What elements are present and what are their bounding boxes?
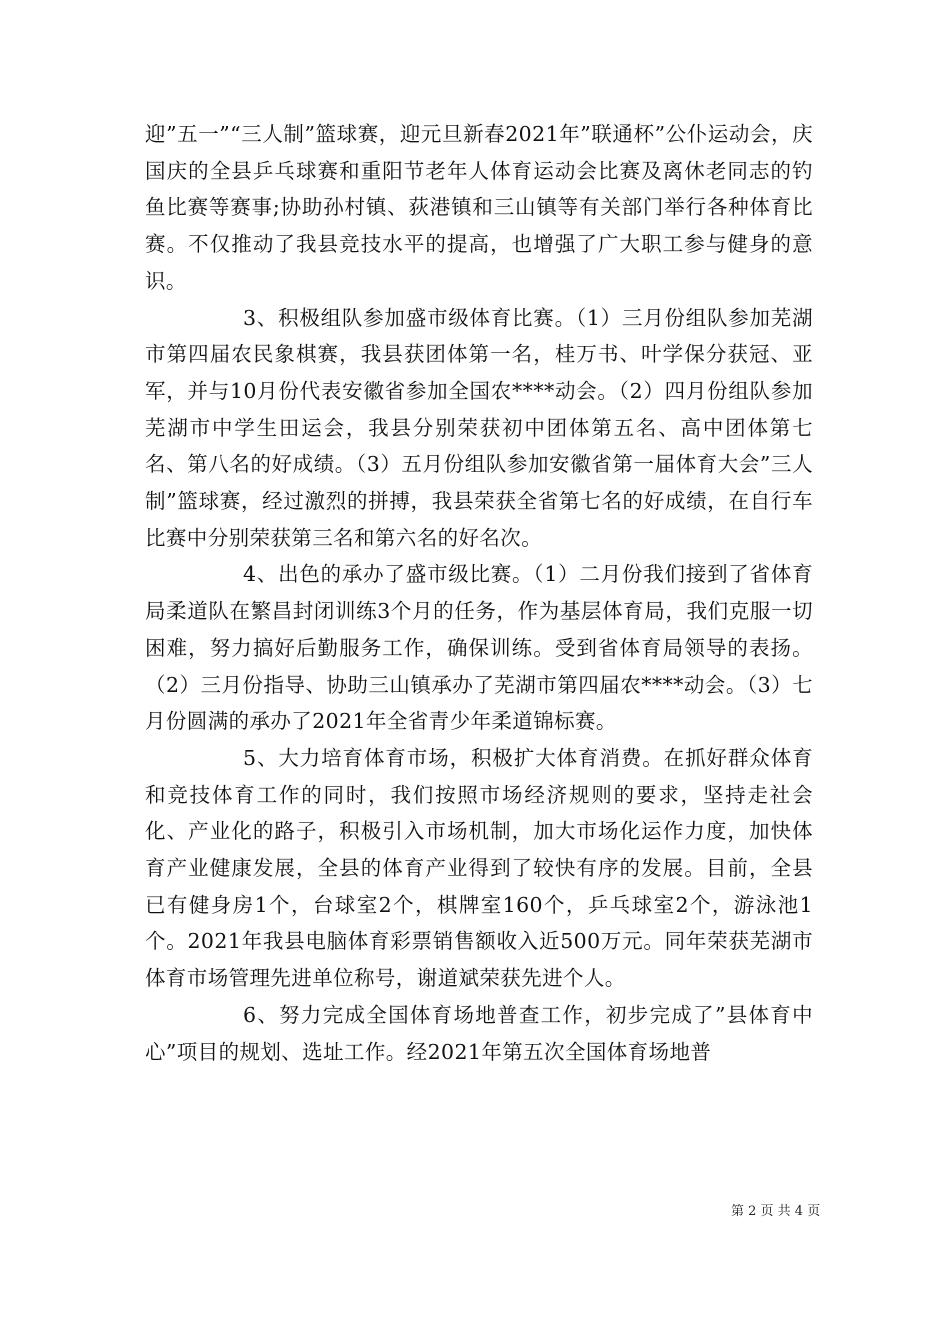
document-body: [145, 116, 813, 1070]
paragraph-events-summary: 迎”五一”“三人制”篮球赛，迎元旦新春2021年”联通杯”公仆运动会，庆国庆的全县乒乓球赛和重阳节老年人体育运动会比赛及离休老同志的钓鱼比赛等赛事;协助孙村镇、荻港镇和三山镇等有关部门举行各种体育比赛。不仅推动了我县竞技水平的提高，也增强了广大职工参与健身的意识。: [145, 122, 813, 293]
paragraph-hosted-competitions: 4、出色的承办了盛市级比赛。（1）二月份我们接到了省体育局柔道队在繁昌封闭训练3个月的任务，作为基层体育局，我们克服一切困难，努力搞好后勤服务工作，确保训练。受到省体育局领导的表扬。（2）三月份指导、协助三山镇承办了芜湖市第四届农****动会。（3）七月份圆满的承办了2021年全省青少年柔道锦标赛。: [145, 562, 813, 734]
page-number-footer: 第 2 页 共 4 页: [731, 1204, 821, 1219]
paragraph-sports-market: 5、大力培育体育市场，积极扩大体育消费。在抓好群众体育和竞技体育工作的同时，我们按照市场经济规则的要求，坚持走社会化、产业化的路子，积极引入市场机制，加大市场化运作力度，加快体育产业健康发展，全县的体育产业得到了较快有序的发展。目前，全县已有健身房1个，台球室2个，棋牌室160个，乒乓球室2个，游泳池1个。2021年我县电脑体育彩票销售额收入近500万元。同年荣获芜湖市体育市场管理先进单位称号，谢道斌荣获先进个人。: [145, 745, 813, 991]
paragraph-city-competitions: 3、积极组队参加盛市级体育比赛。（1）三月份组队参加芜湖市第四届农民象棋赛，我县获团体第一名，桂万书、叶学保分获冠、亚军，并与10月份代表安徽省参加全国农****动会。（2）四月份组队参加芜湖市中学生田运会，我县分别荣获初中团体第五名、高中团体第七名、第八名的好成绩。（3）五月份组队参加安徽省第一届体育大会”三人制”篮球赛，经过激烈的拼搏，我县荣获全省第七名的好成绩，在自行车比赛中分别荣获第三名和第六名的好名次。: [145, 305, 813, 550]
paragraph-venue-census: 6、努力完成全国体育场地普查工作，初步完成了”县体育中心”项目的规划、选址工作。经2021年第五次全国体育场地普: [145, 1002, 813, 1064]
